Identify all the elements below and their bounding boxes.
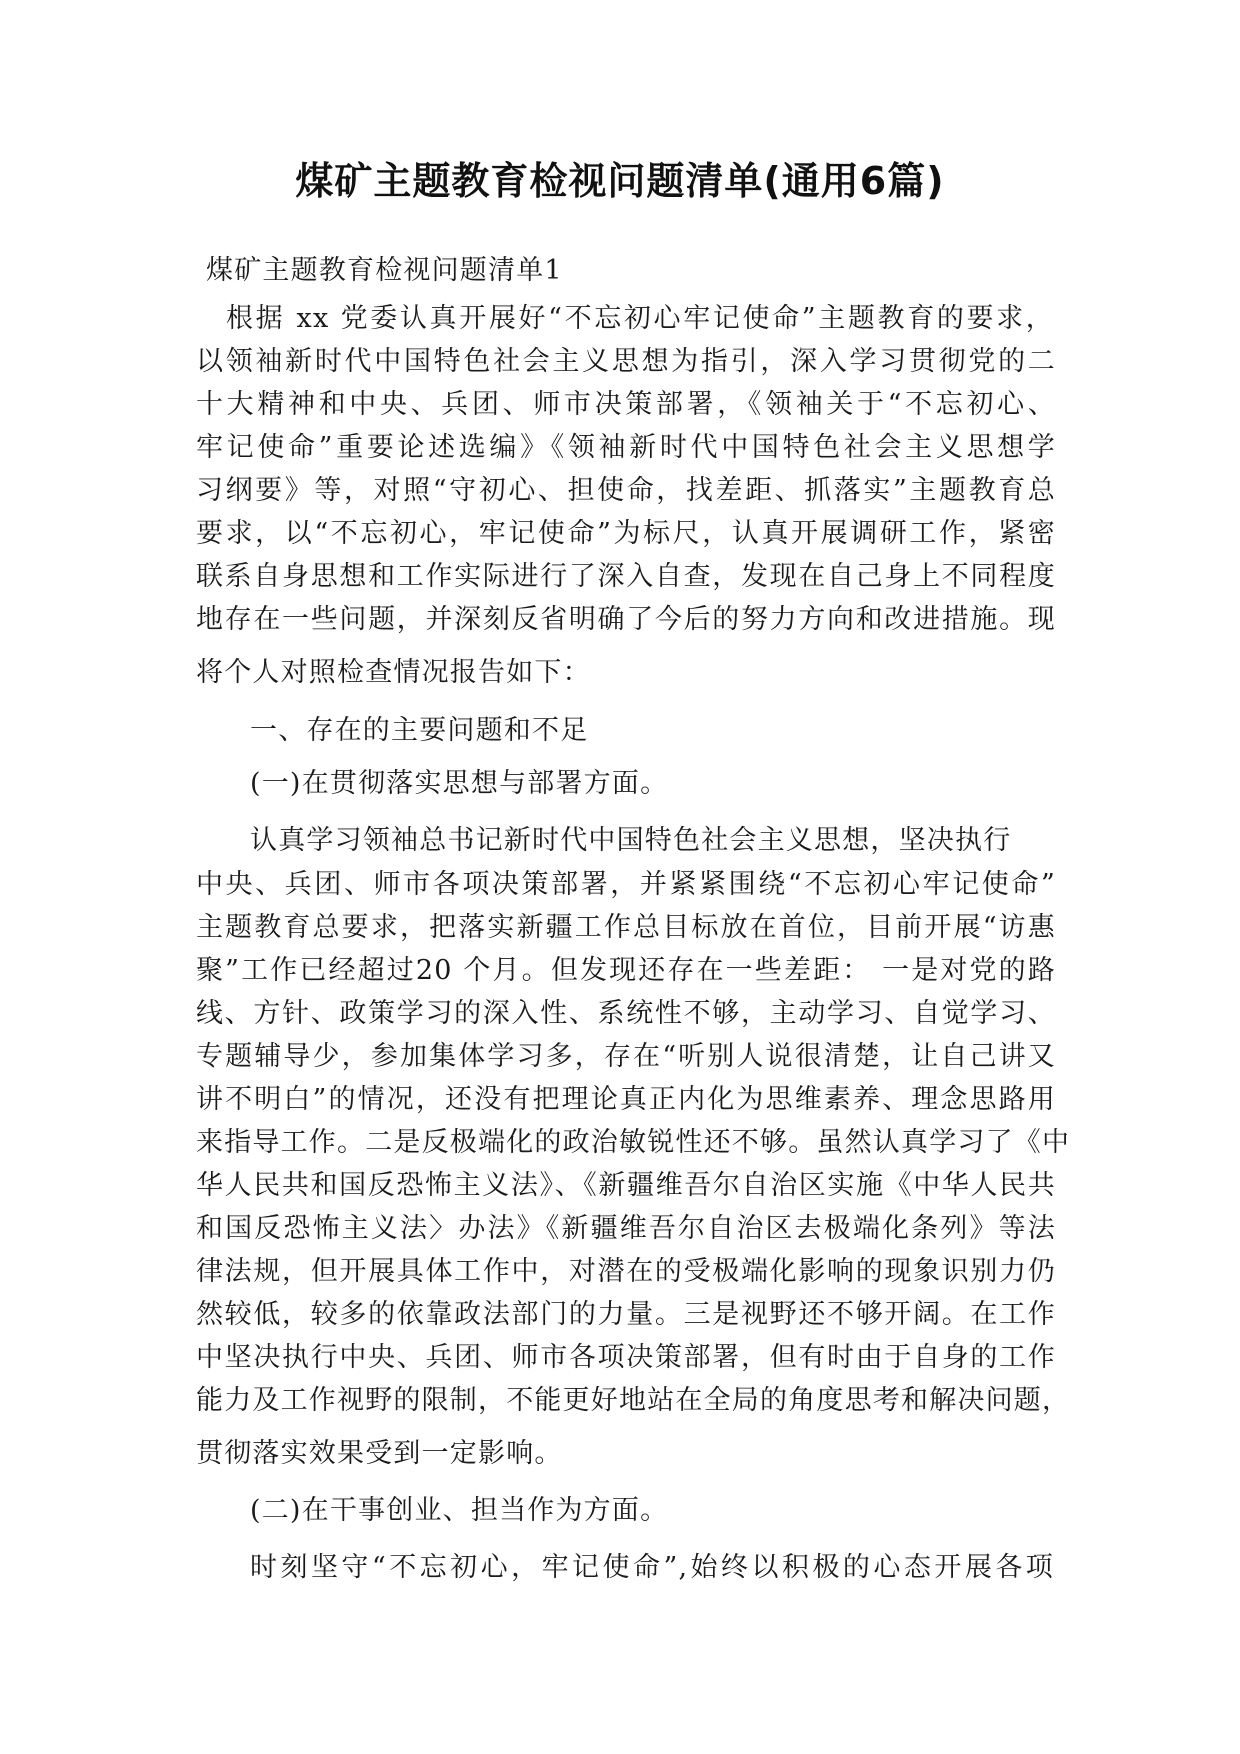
paragraph-line: 时刻坚守“不忘初心，牢记使命”,始终以积极的心态开展各项 — [250, 1552, 1054, 1583]
paragraph-line: 专题辅导少，参加集体学习多，存在“听别人说很清楚，让自己讲又 — [196, 1041, 1056, 1072]
paragraph-line: 聚”工作已经超过20 个月。但发现还存在一些差距： 一是对党的路 — [196, 955, 1056, 986]
section-subtitle: 煤矿主题教育检视问题清单1 — [206, 255, 563, 286]
paragraph-line: 根据 xx 党委认真开展好“不忘初心牢记使命”主题教育的要求， — [226, 303, 1054, 334]
paragraph-line: 联系自身思想和工作实际进行了深入自查，发现在自己身上不同程度 — [196, 561, 1056, 592]
paragraph-line: 线、方针、政策学习的深入性、系统性不够，主动学习、自觉学习、 — [196, 998, 1056, 1029]
subsection-heading: (二)在干事创业、担当作为方面。 — [250, 1495, 669, 1526]
paragraph-line: 地存在一些问题，并深刻反省明确了今后的努力方向和改进措施。现 — [196, 604, 1056, 635]
paragraph-line: 律法规，但开展具体工作中，对潜在的受极端化影响的现象识别力仍 — [196, 1256, 1056, 1287]
paragraph-line: 来指导工作。二是反极端化的政治敏锐性还不够。虽然认真学习了《中 — [196, 1127, 1071, 1158]
paragraph-line: 要求，以“不忘初心，牢记使命”为标尺，认真开展调研工作，紧密 — [196, 518, 1056, 549]
document-title: 煤矿主题教育检视问题清单(通用6篇) — [295, 159, 945, 203]
paragraph-line: 讲不明白”的情况，还没有把理论真正内化为思维素养、理念思路用 — [196, 1084, 1056, 1115]
paragraph-line: 牢记使命”重要论述选编》《领袖新时代中国特色社会主义思想学 — [196, 432, 1056, 463]
section-heading: 一、存在的主要问题和不足 — [250, 715, 589, 746]
paragraph-line: 十大精神和中央、兵团、师市决策部署，《领袖关于“不忘初心、 — [196, 389, 1056, 420]
paragraph-line: 华人民共和国反恐怖主义法》、《新疆维吾尔自治区实施《中华人民共 — [196, 1170, 1056, 1201]
paragraph-line: 习纲要》等，对照“守初心、担使命，找差距、抓落实”主题教育总 — [196, 475, 1056, 506]
paragraph-line: 能力及工作视野的限制，不能更好地站在全局的角度思考和解决问题， — [196, 1385, 1071, 1416]
paragraph-line: 中央、兵团、师市各项决策部署，并紧紧围绕“不忘初心牢记使命” — [196, 869, 1056, 900]
paragraph-line: 以领袖新时代中国特色社会主义思想为指引，深入学习贯彻党的二 — [196, 346, 1056, 377]
paragraph-line: 然较低，较多的依靠政法部门的力量。三是视野还不够开阔。在工作 — [196, 1299, 1056, 1330]
paragraph-line: 和国反恐怖主义法〉办法》《新疆维吾尔自治区去极端化条列》等法 — [196, 1213, 1056, 1244]
paragraph-line: 将个人对照检查情况报告如下： — [196, 657, 591, 688]
paragraph-line: 认真学习领袖总书记新时代中国特色社会主义思想，坚决执行 — [250, 825, 1012, 856]
paragraph-line: 贯彻落实效果受到一定影响。 — [196, 1438, 563, 1469]
paragraph-line: 中坚决执行中央、兵团、师市各项决策部署，但有时由于自身的工作 — [196, 1342, 1056, 1373]
subsection-heading: (一)在贯彻落实思想与部署方面。 — [250, 768, 669, 799]
paragraph-line: 主题教育总要求，把落实新疆工作总目标放在首位，目前开展“访惠 — [196, 912, 1056, 943]
